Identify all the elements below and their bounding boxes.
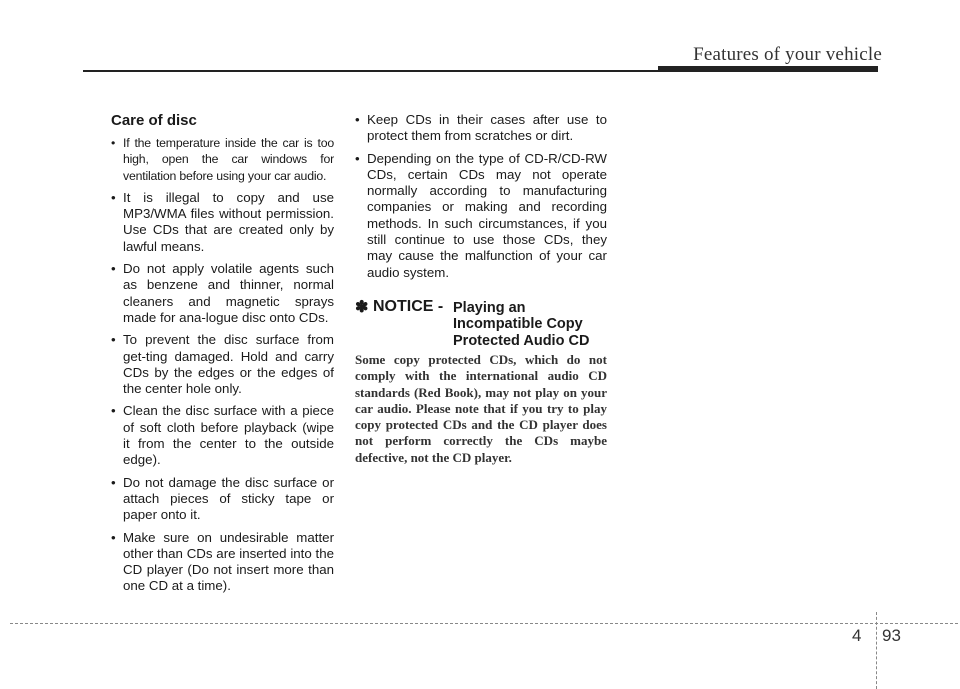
header-rule-accent <box>658 66 878 72</box>
bullet-icon: • <box>111 474 116 490</box>
notice-mark-icon: ✽ <box>355 298 369 316</box>
bullet-icon: • <box>111 261 116 277</box>
left-column <box>111 112 334 601</box>
section-heading: Care of disc <box>111 112 197 129</box>
bullet-icon: • <box>355 112 360 127</box>
list-item: • To prevent the disc surface from get-ting damaged. Hold and carry CDs by the edges or the edges of the center hole only. <box>111 332 334 397</box>
bullet-icon: • <box>111 332 116 348</box>
list-item: • Clean the disc surface with a piece of soft cloth before playback (wipe it from the center to the outside edge). <box>111 403 334 468</box>
chapter-number: 4 <box>852 626 862 645</box>
list-item: • Keep CDs in their cases after use to protect them from scratches or dirt. <box>355 112 607 144</box>
footer-divider <box>10 623 958 624</box>
bullet-icon: • <box>111 529 116 545</box>
list-item: • Do not damage the disc surface or attach pieces of sticky tape or paper onto it. <box>111 474 334 523</box>
list-item: • Make sure on undesirable matter other than CDs are inserted into the CD player (Do not insert more than one CD at a time). <box>111 529 334 594</box>
notice-title: Playing an Incompatible Copy Protected Audio CD <box>453 299 590 349</box>
right-column <box>355 112 607 466</box>
bullet-icon: • <box>355 150 360 166</box>
section-header-title: Features of your vehicle <box>693 44 882 65</box>
list-item: • It is illegal to copy and use MP3/WMA files without permission. Use CDs that are created only by lawful means. <box>111 189 334 254</box>
list-item: • Depending on the type of CD-R/CD-RW CDs, certain CDs may not operate normally according to manufacturing companies or making and recording methods. In such circumstances, if you still continue to use those CDs, they may cause the malfunction of your car audio system. <box>355 150 607 280</box>
notice-heading <box>355 297 607 349</box>
bullet-icon: • <box>111 189 116 205</box>
notice-label: NOTICE - <box>373 297 444 315</box>
list-item: • If the temperature inside the car is too high, open the car windows for ventilation before using your car audio. <box>111 136 334 183</box>
care-of-disc-list <box>111 135 334 595</box>
bullet-icon: • <box>111 136 116 150</box>
cd-care-list <box>355 112 607 281</box>
footer-vertical-divider <box>876 612 877 689</box>
list-item: • Do not apply volatile agents such as benzene and thinner, normal cleaners and magnetic sprays made for ana-logue disc onto CDs. <box>111 261 334 325</box>
bullet-icon: • <box>111 403 116 419</box>
notice-body: Some copy protected CDs, which do not comply with the international audio CD standards (Red Book), may not play on your car audio. Please note that if you try to play copy protected CDs and the CD player does not perform correctly the CDs maybe defective, not the CD player. <box>355 351 607 465</box>
page-number: 93 <box>882 626 901 645</box>
